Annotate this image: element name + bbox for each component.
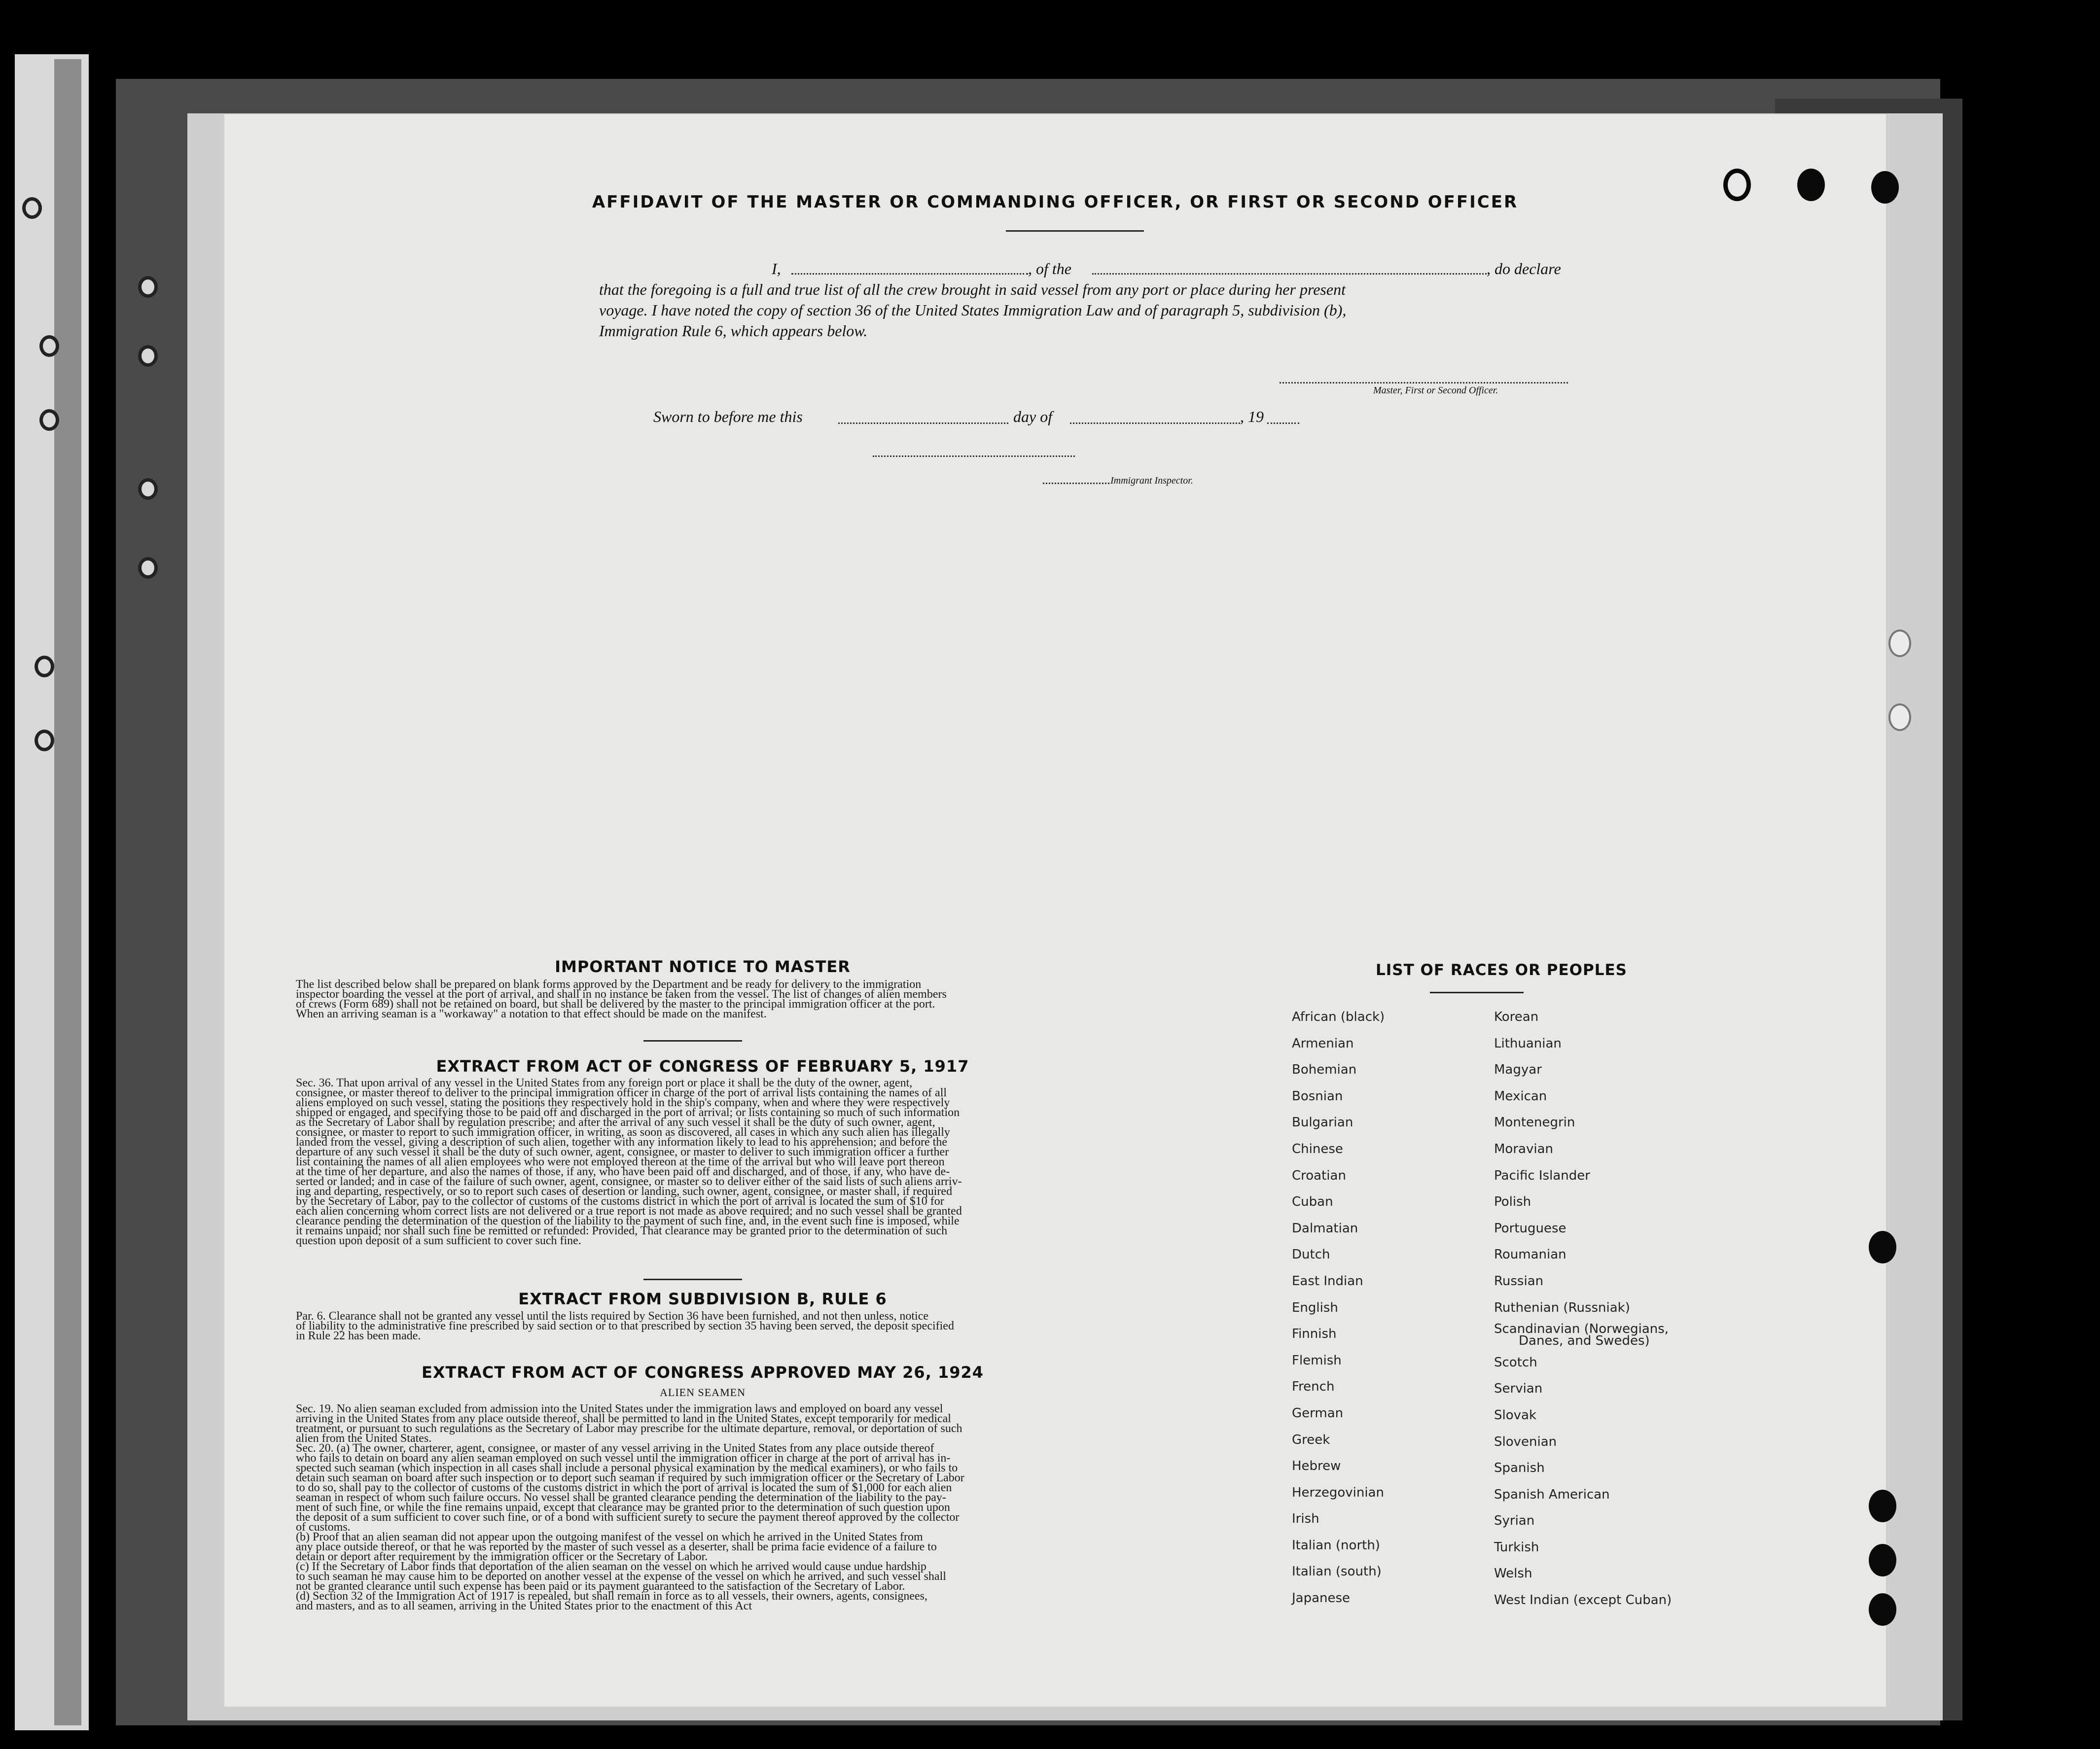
race-item: Lithuanian bbox=[1494, 1036, 1562, 1051]
race-item: East Indian bbox=[1292, 1273, 1363, 1289]
race-item: Bulgarian bbox=[1292, 1115, 1353, 1130]
race-item: Finnish bbox=[1292, 1327, 1337, 1342]
races-column-1 bbox=[1292, 1004, 1385, 1612]
punch-hole bbox=[1888, 630, 1911, 657]
race-item: Greek bbox=[1292, 1432, 1330, 1447]
affidavit-line: Immigration Rule 6, which appears below. bbox=[599, 322, 868, 340]
race-item: Turkish bbox=[1494, 1539, 1539, 1555]
binder-strip bbox=[54, 59, 81, 1725]
act-1924-line: treatment, or pursuant to such regulations as the Secretary of Labor may prescribe for the ultimate departure, removal, or deportation of such bbox=[296, 1422, 962, 1435]
act-1917-line: at the time of her departure, and also the names of those, if any, who have been paid off and discharged, and of those, if any, who have de- bbox=[296, 1165, 950, 1178]
race-item: Montenegrin bbox=[1494, 1115, 1575, 1130]
act-1917-line: question upon deposit of a sum sufficient to cover such fine. bbox=[296, 1234, 581, 1247]
master-caption: Master, First or Second Officer. bbox=[1373, 385, 1498, 396]
inspector-blank[interactable] bbox=[873, 455, 1075, 457]
act-1917-line: landed from the vessel, giving a description of such alien, together with any information likely to lead to his apprehension; and before the bbox=[296, 1136, 947, 1149]
race-item-continuation: Danes, and Swedes) bbox=[1519, 1333, 1650, 1349]
race-item: Spanish American bbox=[1494, 1487, 1610, 1502]
binder-hole bbox=[138, 478, 158, 500]
divider bbox=[643, 1040, 742, 1042]
rule-6-line: in Rule 22 has been made. bbox=[296, 1329, 421, 1342]
race-item: African (black) bbox=[1292, 1010, 1385, 1024]
act-1924-line: to such seaman he may cause him to be deported on another vessel at the expense of the vessel on which he arrived, and such vessel shall bbox=[296, 1570, 946, 1583]
vessel-blank[interactable] bbox=[1092, 273, 1487, 275]
sworn-label: Sworn to before me this bbox=[653, 408, 803, 425]
race-item: Roumanian bbox=[1494, 1247, 1566, 1262]
race-item: Dalmatian bbox=[1292, 1221, 1358, 1236]
races-column-2 bbox=[1494, 1004, 1672, 1614]
rule-6-text bbox=[296, 1311, 1097, 1341]
notice-title: IMPORTANT NOTICE TO MASTER bbox=[555, 957, 851, 976]
binder-hole bbox=[35, 730, 54, 751]
race-item: Russian bbox=[1494, 1273, 1544, 1289]
act-1917-line: aliens employed on such vessel, stating the positions they respectively hold in the ship's company, when and where they were respectively bbox=[296, 1096, 950, 1109]
race-item: Syrian bbox=[1494, 1513, 1535, 1529]
binder-hole bbox=[138, 557, 158, 579]
act-1917-line: consignee, or master to report to such immigration officer, in writing, as soon as discovered, all cases in which any such alien has illegally bbox=[296, 1126, 950, 1139]
race-item: Armenian bbox=[1292, 1036, 1354, 1051]
race-item: German bbox=[1292, 1405, 1344, 1421]
race-item: Slovenian bbox=[1494, 1434, 1557, 1449]
race-item: West Indian (except Cuban) bbox=[1494, 1593, 1672, 1608]
affidavit-i-label: I, bbox=[772, 260, 781, 278]
notice-line: inspector boarding the vessel at the port of arrival, and shall in no instance be taken from the vessel. The list of changes of alien members bbox=[296, 988, 947, 1001]
act-1924-title: EXTRACT FROM ACT OF CONGRESS APPROVED MAY 26, 1924 bbox=[421, 1363, 984, 1382]
act-1917-title: EXTRACT FROM ACT OF CONGRESS OF FEBRUARY 5, 1917 bbox=[436, 1057, 969, 1076]
race-item: Mexican bbox=[1494, 1088, 1547, 1104]
race-item: Flemish bbox=[1292, 1353, 1342, 1368]
year-label: , 19 bbox=[1240, 408, 1264, 425]
act-1924-line: Sec. 20. (a) The owner, charterer, agent, consignee, or master of any vessel arriving in the United States from any place outside thereof bbox=[296, 1442, 934, 1455]
act-1924-line: not be granted clearance until such expense has been paid or its payment guaranteed to the satisfaction of the Secretary of Labor. bbox=[296, 1580, 905, 1593]
act-1924-line: seaman in respect of whom such failure occurs. No vessel shall be granted clearance pending the determination of the liability to the pay- bbox=[296, 1491, 946, 1504]
race-item: Servian bbox=[1494, 1381, 1543, 1397]
act-1924-line: of customs. bbox=[296, 1521, 351, 1534]
binder-hole bbox=[22, 197, 42, 219]
binder-hole bbox=[35, 656, 54, 677]
race-item: Hebrew bbox=[1292, 1459, 1341, 1474]
divider bbox=[1006, 230, 1144, 232]
race-item: Bohemian bbox=[1292, 1062, 1357, 1078]
act-1917-line: clearance pending the determination of the question of the liability to the payment of such fine, and, in the event such fine is imposed, while bbox=[296, 1215, 960, 1227]
act-1917-line: shipped or engaged, and specifying those to be paid off and discharged in the port of arrival; or lists containing so much of such information bbox=[296, 1106, 960, 1119]
race-item: Moravian bbox=[1494, 1141, 1553, 1156]
act-1917-line: serted or landed; and in case of the failure of such owner, agent, consignee, or master so to deliver either of the said lists of such aliens arriv- bbox=[296, 1175, 962, 1188]
notice-line: The list described below shall be prepared on blank forms approved by the Department and be ready for delivery to the immigration bbox=[296, 978, 922, 991]
races-title: LIST OF RACES OR PEOPLES bbox=[1375, 961, 1628, 979]
inspector-signature-blank[interactable] bbox=[1043, 483, 1109, 484]
race-item: Chinese bbox=[1292, 1141, 1343, 1156]
act-1924-line: detain such seaman on board after such inspection or to deport such seaman if required by such immigration officer or the Secretary of Labor bbox=[296, 1471, 964, 1484]
act-1917-line: as the Secretary of Labor shall by regulation prescribe; and after the arrival of any such vessel it shall be the duty of such owner, agent, bbox=[296, 1116, 935, 1129]
race-item: Bosnian bbox=[1292, 1088, 1343, 1104]
act-1924-line: to do so, shall pay to the collector of customs of the customs district in which the port of arrival is located the sum of $1,000 for each alien bbox=[296, 1481, 952, 1494]
rule-6-line: Par. 6. Clearance shall not be granted any vessel until the lists required by Section 36 have been furnished, and not then unless, notice bbox=[296, 1310, 929, 1323]
race-item: Scandinavian (Norwegians, bbox=[1494, 1322, 1669, 1337]
name-blank[interactable] bbox=[791, 273, 1028, 275]
punch-hole bbox=[1869, 1593, 1896, 1626]
act-1924-line: any place outside thereof, or that he was reported by the master of such vessel as a deserter, shall be prima facie evidence of a failure to bbox=[296, 1540, 937, 1553]
race-item: Scotch bbox=[1494, 1355, 1537, 1370]
race-item: English bbox=[1292, 1300, 1338, 1315]
affidavit-line: that the foregoing is a full and true list of all the crew brought in said vessel from any port or place during her present bbox=[599, 280, 1346, 298]
race-item: Herzegovinian bbox=[1292, 1485, 1385, 1500]
punch-hole bbox=[1869, 1544, 1896, 1576]
inspector-caption: Immigrant Inspector. bbox=[1110, 475, 1193, 486]
race-item: Japanese bbox=[1292, 1591, 1351, 1606]
punch-hole bbox=[1869, 1490, 1896, 1522]
race-item: Pacific Islander bbox=[1494, 1168, 1590, 1183]
affidavit-line: voyage. I have noted the copy of section 36 of the United States Immigration Law and of paragraph 5, subdivision (b), bbox=[599, 301, 1347, 319]
act-1924-line: (c) If the Secretary of Labor finds that deportation of the alien seaman on the vessel on which he arrived would cause undue hardship bbox=[296, 1560, 926, 1573]
day-blank[interactable] bbox=[838, 422, 1008, 424]
rule-6-title: EXTRACT FROM SUBDIVISION B, RULE 6 bbox=[518, 1290, 887, 1308]
act-1924-line: ment of such fine, or while the fine remains unpaid, except that clearance may be granted prior to the determination of such question upon bbox=[296, 1501, 950, 1514]
divider bbox=[643, 1279, 742, 1280]
notice-line: of crews (Form 689) shall not be retained on board, but shall be delivered by the master to the principal immigration officer at the port. bbox=[296, 998, 935, 1011]
binder-hole bbox=[39, 335, 59, 357]
binder-hole bbox=[138, 276, 158, 298]
race-item: Dutch bbox=[1292, 1247, 1330, 1262]
act-1917-line: departure of any such vessel it shall be the duty of such owner, agent, consignee, or master to deliver to such immigration officer a further bbox=[296, 1146, 949, 1158]
notice-text bbox=[296, 979, 1097, 1019]
divider bbox=[1430, 992, 1524, 993]
affidavit-title: AFFIDAVIT OF THE MASTER OR COMMANDING OFFICER, OR FIRST OR SECOND OFFICER bbox=[592, 192, 1519, 212]
act-1917-line: it remains unpaid; nor shall such fine be remitted or refunded: Provided, That clearance may be granted prior to the determination of such bbox=[296, 1224, 948, 1237]
race-item: Italian (south) bbox=[1292, 1564, 1382, 1579]
punch-hole bbox=[1888, 703, 1911, 731]
act-1924-line: alien from the United States. bbox=[296, 1432, 432, 1445]
master-signature-blank[interactable] bbox=[1280, 382, 1568, 384]
act-1924-line: Sec. 19. No alien seaman excluded from admission into the United States under the immigration laws and employed on board any vessel bbox=[296, 1402, 943, 1415]
day-of-label: day of bbox=[1013, 408, 1053, 425]
do-declare-label: , do declare bbox=[1487, 260, 1561, 278]
race-item: Portuguese bbox=[1494, 1221, 1566, 1236]
race-item: Italian (north) bbox=[1292, 1538, 1380, 1553]
race-item: Spanish bbox=[1494, 1461, 1545, 1476]
act-1917-line: Sec. 36. That upon arrival of any vessel in the United States from any foreign port or place it shall be the duty of the owner, agent, bbox=[296, 1077, 913, 1089]
month-blank[interactable] bbox=[1070, 422, 1240, 424]
act-1917-text bbox=[296, 1078, 1097, 1246]
rule-6-line: of liability to the administrative fine prescribed by said section or to that prescribed by section 35 having been served, the deposit specified bbox=[296, 1320, 954, 1332]
form-sheet bbox=[224, 114, 1886, 1707]
race-item: Irish bbox=[1292, 1511, 1319, 1527]
act-1917-line: by the Secretary of Labor, pay to the collector of customs of the customs district in which the port of arrival is located the sum of $10 for bbox=[296, 1195, 944, 1208]
year-blank[interactable] bbox=[1267, 422, 1299, 424]
race-item: Welsh bbox=[1494, 1566, 1532, 1581]
race-item: Polish bbox=[1494, 1194, 1531, 1210]
act-1924-line: detain or deport after requirement by the immigration officer or the Secretary of Labor. bbox=[296, 1550, 708, 1563]
act-1924-line: the deposit of a sum sufficient to cover such fine, or of a bond with sufficient surety to secure the payment thereof approved by the collector bbox=[296, 1511, 960, 1524]
binder-hole bbox=[138, 345, 158, 367]
act-1917-line: each alien concerning whom correct lists are not delivered or a true report is not made as above required; and no such vessel shall be granted bbox=[296, 1205, 962, 1218]
race-item: Slovak bbox=[1494, 1407, 1537, 1423]
of-the-label: , of the bbox=[1028, 260, 1071, 278]
act-1917-line: ing and departing, respectively, or so to report such cases of desertion or landing, such owner, agent, consignee, or master shall, if required bbox=[296, 1185, 953, 1198]
act-1924-subtitle: ALIEN SEAMEN bbox=[660, 1386, 746, 1399]
race-item: Korean bbox=[1494, 1010, 1539, 1024]
race-item: French bbox=[1292, 1379, 1335, 1395]
act-1924-text bbox=[296, 1404, 1097, 1611]
binder-hole bbox=[39, 409, 59, 431]
act-1917-line: consignee, or master thereof to deliver to the principal immigration officer in charge of the port of arrival lists containing the names of all bbox=[296, 1086, 947, 1099]
act-1924-line: and masters, and as to all seamen, arriving in the United States prior to the enactment of this Act bbox=[296, 1600, 752, 1612]
race-item: Magyar bbox=[1494, 1062, 1542, 1078]
race-item-multiline bbox=[1494, 1321, 1672, 1350]
race-item: Cuban bbox=[1292, 1194, 1333, 1210]
race-item: Ruthenian (Russniak) bbox=[1494, 1300, 1630, 1315]
notice-line: When an arriving seaman is a "workaway" a notation to that effect should be made on the manifest. bbox=[296, 1008, 767, 1020]
act-1924-line: (d) Section 32 of the Immigration Act of 1917 is repealed, but shall remain in force as to all vessels, their owners, agents, consignees, bbox=[296, 1590, 927, 1603]
act-1917-line: list containing the names of all alien employees who were not employed thereon at the time of the arrival but who will leave port thereon bbox=[296, 1155, 945, 1168]
act-1924-line: (b) Proof that an alien seaman did not appear upon the outgoing manifest of the vessel on which he arrived in the United States from bbox=[296, 1531, 923, 1543]
act-1924-line: spected such seaman (which inspection in all cases shall include a personal physical examination by the medical examiners), or who fails to bbox=[296, 1462, 958, 1474]
punch-hole bbox=[1869, 1231, 1896, 1263]
race-item: Croatian bbox=[1292, 1168, 1346, 1183]
act-1924-line: who fails to detain on board any alien seaman employed on such vessel until the immigration officer in charge at the port of arrival has in- bbox=[296, 1452, 951, 1465]
act-1924-line: arriving in the United States from any place outside thereof, shall be permitted to land in the United States, except temporarily for medical bbox=[296, 1412, 951, 1425]
